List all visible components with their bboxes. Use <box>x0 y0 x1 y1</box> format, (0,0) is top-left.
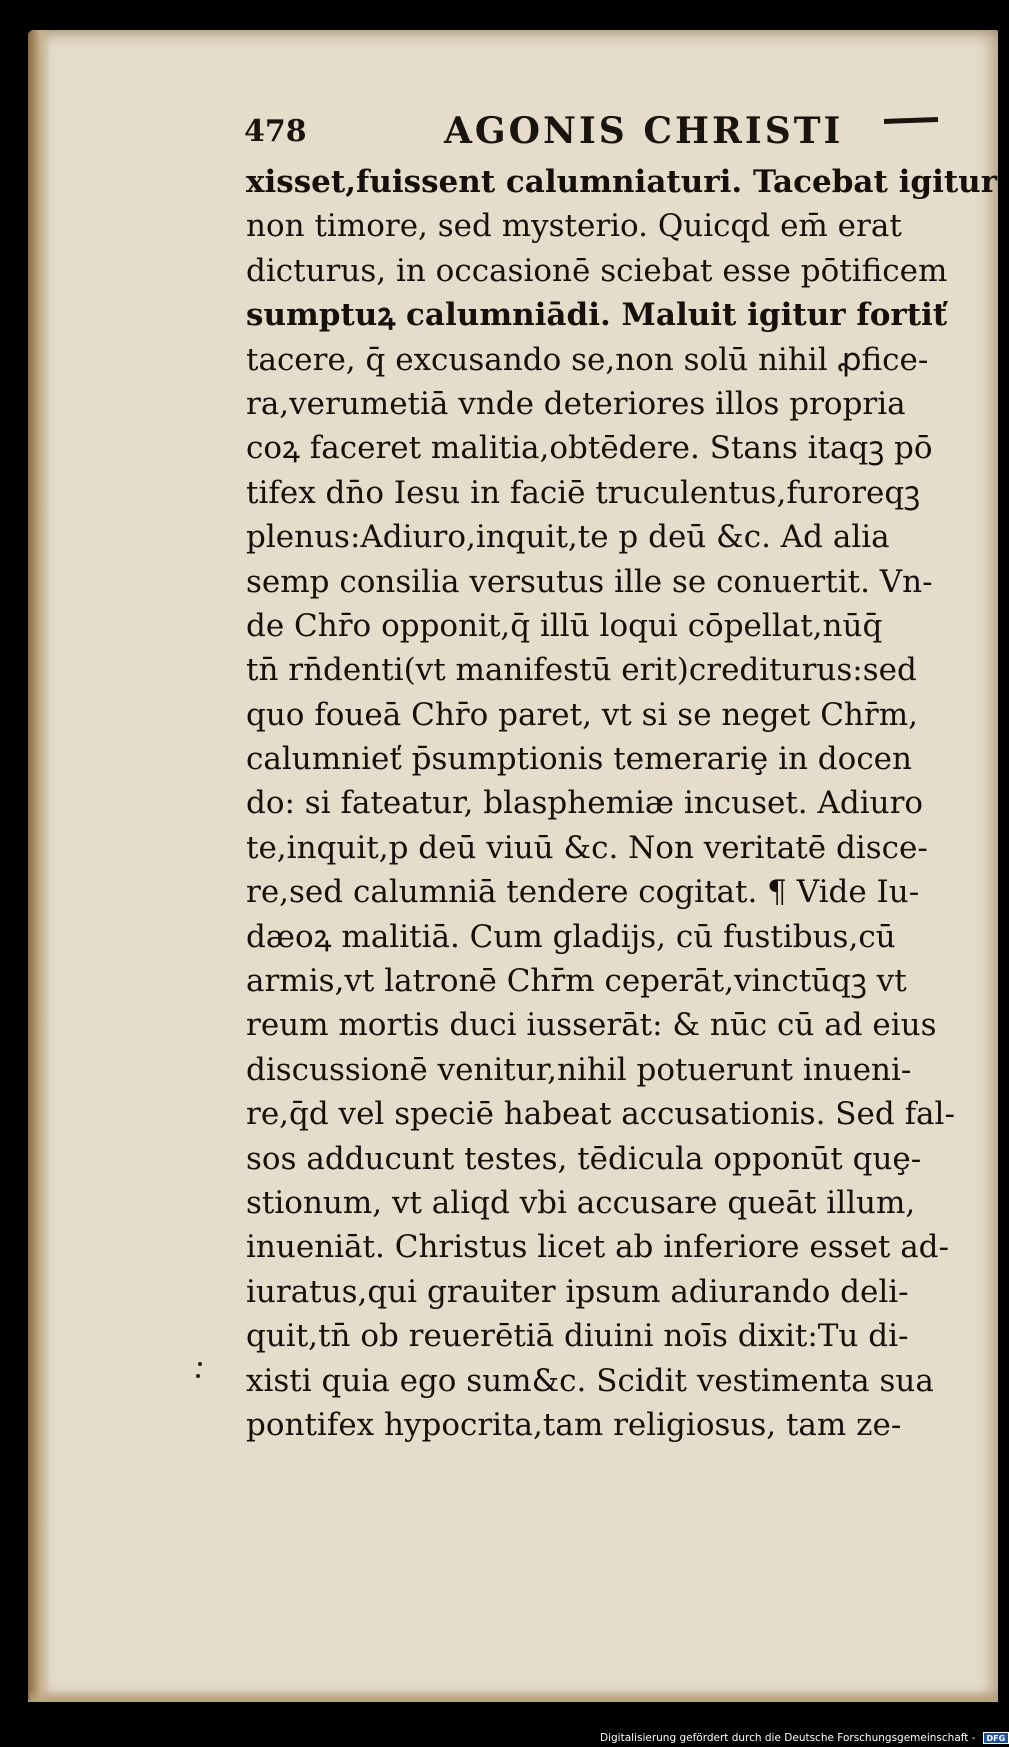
digitization-footer <box>600 1730 1006 1747</box>
text-line: quo foueā Chr̄o paret, vt si se neget Chr̄m, <box>246 696 918 733</box>
text-line: reum mortis duci iusserāt: & nūc cū ad eius <box>246 1007 937 1044</box>
text-line: re,sed calumniā tendere cogitat. ¶ Vide Iu- <box>246 874 920 911</box>
footer-credit: Digitalisierung gefördert durch die Deutsche Forschungsgemeinschaft - <box>600 1732 976 1744</box>
text-line: dæoꝝ malitiā. Cum gladijs, cū fustibus,cū <box>246 918 896 955</box>
body-text <box>246 160 998 1447</box>
page-number: 478 <box>244 114 307 149</box>
page-gutter-shadow <box>28 30 50 1702</box>
text-line: dicturus, in occasionē sciebat esse pōtificem <box>246 252 948 289</box>
text-line: iuratus,qui grauiter ipsum adiurando deli- <box>246 1273 909 1310</box>
text-line: semp consilia versutus ille se conuertit. Vn- <box>246 563 933 600</box>
text-line: sos adducunt testes, tēdicula opponūt quȩ- <box>246 1140 922 1177</box>
text-line: re,q̄d vel speciē habeat accusationis. Sed fal- <box>246 1096 955 1133</box>
text-line: tn̄ rn̄denti(vt manifestū erit)crediturus:sed <box>246 652 917 689</box>
text-line: ra,verumetiā vnde deteriores illos propria <box>246 385 906 422</box>
text-line: plenus:Adiuro,inquit,te p deū &c. Ad alia <box>246 519 890 556</box>
text-line: te,inquit,p deū viuū &c. Non veritatē disce- <box>246 829 928 866</box>
text-line: calumnieť p̄sumptionis temerariȩ in docen <box>246 741 912 778</box>
text-line: tifex dn̄o Iesu in faciē truculentus,furoreqꝫ <box>246 474 921 511</box>
text-line: pontifex hypocrita,tam religiosus, tam ze- <box>246 1406 902 1443</box>
header-rule-mark <box>884 117 938 124</box>
text-line: non timore, sed mysterio. Quicqd em̄ erat <box>246 208 902 245</box>
text-line: quit,tn̄ ob reuerētiā diuini noīs dixit:Tu di- <box>246 1318 909 1355</box>
text-line: discussionē venitur,nihil potuerunt inueni- <box>246 1051 912 1088</box>
text-line: armis,vt latronē Chr̄m ceperāt,vinctūqꝫ vt <box>246 963 907 1000</box>
page-bottom-edge <box>28 1690 998 1702</box>
text-line: de Chr̄o opponit,q̄ illū loqui cōpellat,nūq̄ <box>246 607 883 644</box>
text-line: sumptuꝝ calumniādi. Maluit igitur fortiť <box>246 297 948 334</box>
text-line: coꝝ faceret malitia,obtēdere. Stans itaqꝫ pō <box>246 430 933 467</box>
ink-speck <box>196 1374 200 1378</box>
running-title: AGONIS CHRISTI <box>444 110 844 152</box>
text-line: do: si fateatur, blasphemiæ incuset. Adiuro <box>246 785 924 822</box>
text-line: stionum, vt aliqd vbi accusare queāt illum, <box>246 1184 916 1221</box>
text-line: xisti quia ego sum&c. Scidit vestimenta sua <box>246 1362 934 1399</box>
page-header <box>244 110 944 160</box>
ink-speck <box>198 1362 202 1366</box>
dfg-logo-icon: DFG <box>983 1732 1009 1744</box>
text-line: xisset,fuissent calumniaturi. Tacebat igitur <box>246 164 998 200</box>
text-line: inueniāt. Christus licet ab inferiore esset ad- <box>246 1229 949 1266</box>
text-line: tacere, q̄ excusando se,non solū nihil ꝓfice- <box>246 341 929 378</box>
